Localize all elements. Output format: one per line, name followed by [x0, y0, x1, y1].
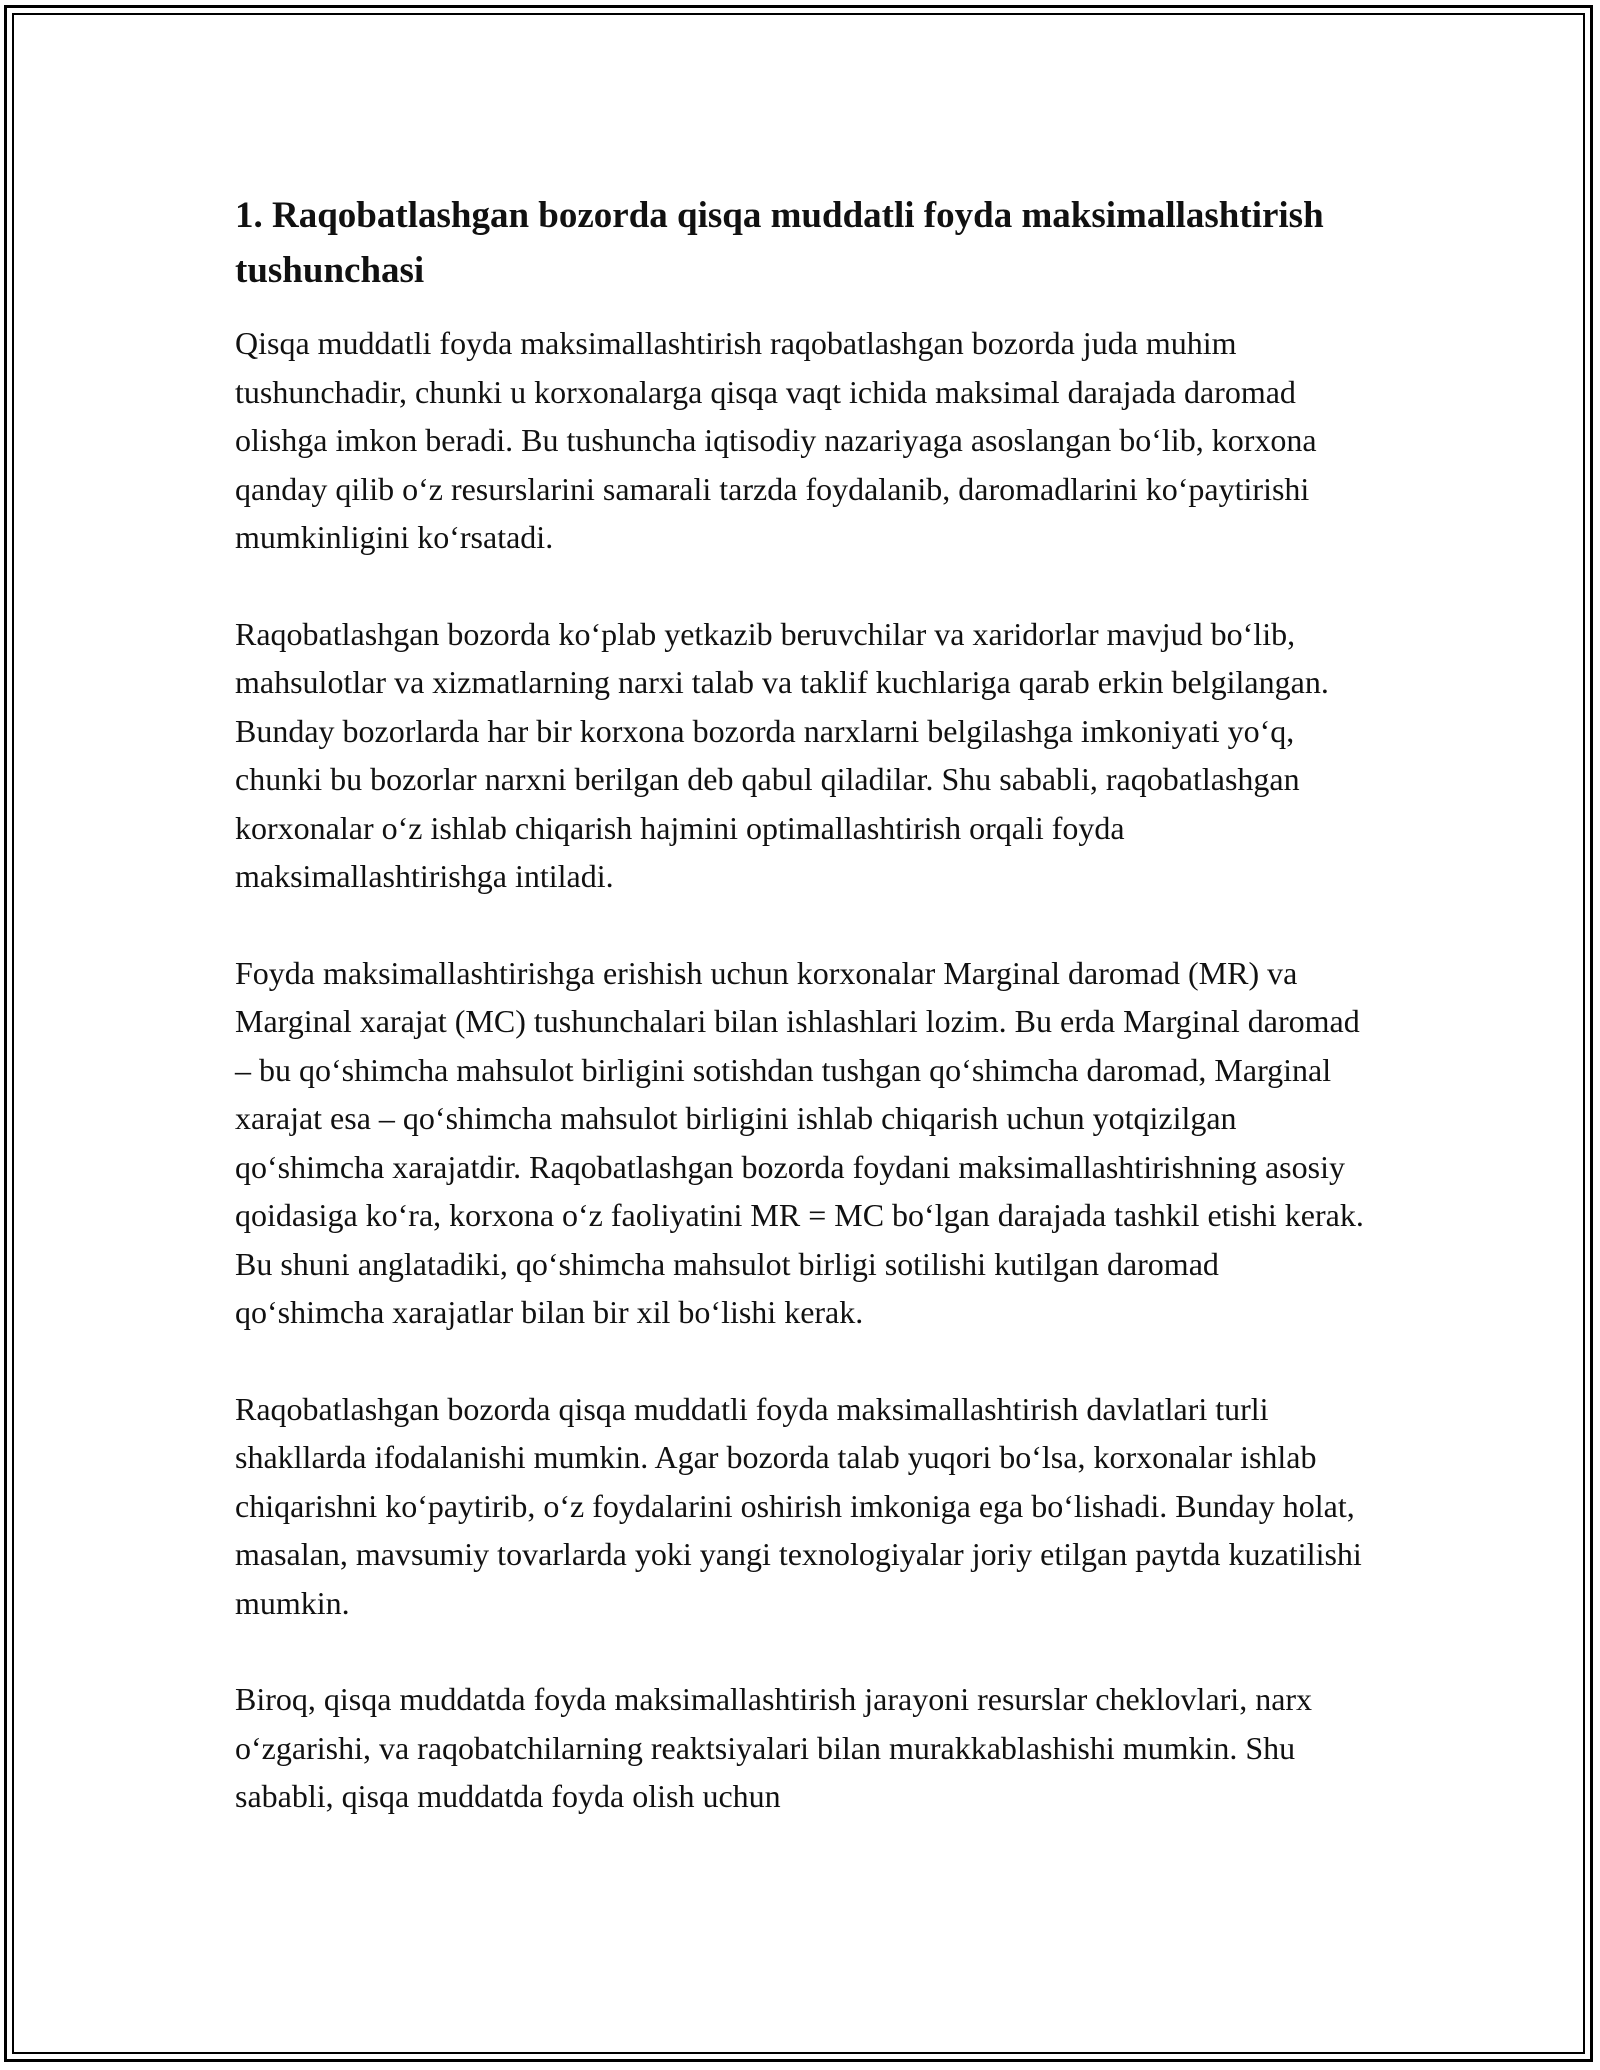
paragraph-3: Foyda maksimallashtirishga erishish uchun korxonalar Marginal daromad (MR) va Marginal xarajat (MC) tushunchalari bilan ishlashlari lozim. Bu erda Marginal daromad – bu qo‘shimcha mahsulot birligini sotishdan tushgan qo‘shimcha daromad, Marginal xarajat esa – qo‘shimcha mahsulot birligini ishlab chiqarish uchun yotqizilgan qo‘shimcha xarajatdir. Raqobatlashgan bozorda foydani maksimallashtirishning asosiy qoidasiga ko‘ra, korxona o‘z faoliyatini MR = MC bo‘lgan darajada tashkil etishi kerak. Bu shuni anglatadiki, qo‘shimcha mahsulot birligi sotilishi kutilgan daromad qo‘shimcha xarajatlar bilan bir xil bo‘lishi kerak.: [235, 954, 1364, 1330]
paragraph-5: Biroq, qisqa muddatda foyda maksimallashtirish jarayoni resurslar cheklovlari, narx o‘zgarishi, va raqobatchilarning reaktsiyalari bilan murakkablashishi mumkin. Shu sababli, qisqa muddatda foyda olish uchun: [235, 1681, 1313, 1814]
document-body: [235, 188, 1375, 1869]
paragraph-2: Raqobatlashgan bozorda ko‘plab yetkazib beruvchilar va xaridorlar mavjud bo‘lib, mahsulotlar va xizmatlarning narxi talab va taklif kuchlariga qarab erkin belgilangan. Bunday bozorlarda har bir korxona bozorda narxlarni belgilashga imkoniyati yo‘q, chunki bu bozorlar narxni berilgan deb qabul qiladilar. Shu sababli, raqobatlashgan korxonalar o‘z ishlab chiqarish hajmini optimallashtirish orqali foyda maksimallashtirishga intiladi.: [235, 615, 1329, 894]
paragraph-4: Raqobatlashgan bozorda qisqa muddatli foyda maksimallashtirish davlatlari turli shakllarda ifodalanishi mumkin. Agar bozorda talab yuqori bo‘lsa, korxonalar ishlab chiqarishni ko‘paytirib, o‘z foydalarini oshirish imkoniga ega bo‘lishadi. Bunday holat, masalan, mavsumiy tovarlarda yoki yangi texnologiyalar joriy etilgan paytda kuzatilishi mumkin.: [235, 1390, 1362, 1621]
section-heading: 1. Raqobatlashgan bozorda qisqa muddatli foyda maksimallashtirish tushunchasi: [235, 195, 1324, 291]
paragraph-1: Qisqa muddatli foyda maksimallashtirish raqobatlashgan bozorda juda muhim tushunchadir, chunki u korxonalarga qisqa vaqt ichida maksimal darajada daromad olishga imkon beradi. Bu tushuncha iqtisodiy nazariyaga asoslangan bo‘lib, korxona qanday qilib o‘z resurslarini samarali tarzda foydalanib, daromadlarini ko‘paytirishi mumkinligini ko‘rsatadi.: [235, 325, 1317, 555]
